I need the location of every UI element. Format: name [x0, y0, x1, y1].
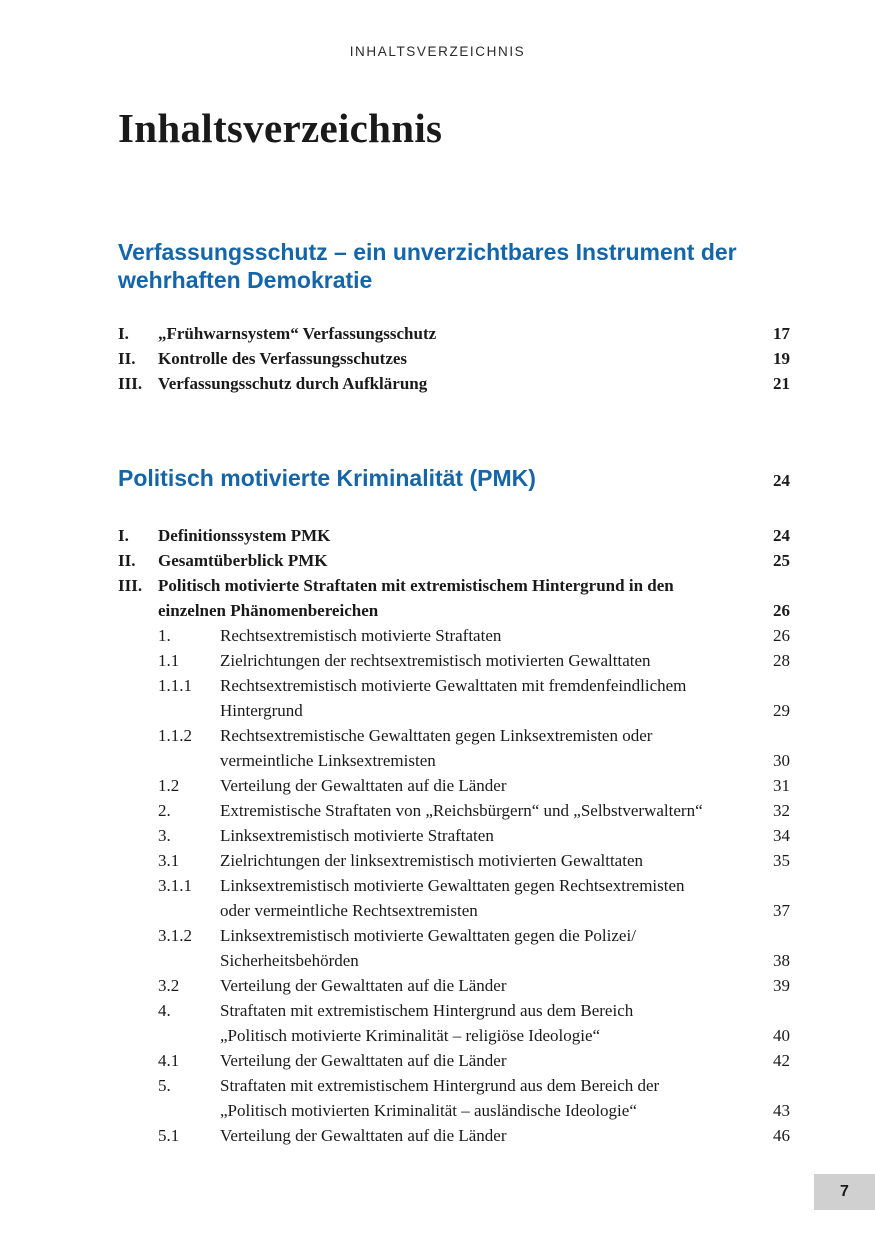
toc-entry-page: 46: [773, 1126, 790, 1145]
toc-entry-page: 30: [773, 751, 790, 770]
toc-entry-number: I.: [118, 526, 129, 545]
toc-entry-text-line: Zielrichtungen der linksextremistisch motivierten Gewalttaten: [220, 851, 643, 870]
toc-entry-number: 5.: [158, 1076, 171, 1095]
toc-entry-page: 26: [773, 626, 790, 645]
toc-entry-page: 32: [773, 801, 790, 820]
toc-entry: [118, 623, 790, 648]
toc-entry-page: 29: [773, 701, 790, 720]
toc-entry-text: [158, 573, 765, 623]
toc-entry-text: [220, 998, 765, 1048]
toc-entry: [118, 1073, 790, 1123]
page-number: 7: [840, 1183, 849, 1200]
toc-entry: [118, 1123, 790, 1148]
toc-entry-text-line: Verfassungsschutz durch Aufklärung: [158, 374, 428, 393]
toc-entry-number: III.: [118, 374, 143, 393]
section-heading-row: [118, 464, 790, 492]
toc-entry-text-line: Definitionssystem PMK: [158, 526, 331, 545]
toc-entries: [118, 523, 790, 1148]
toc-entry-number: 3.1: [158, 851, 180, 870]
toc-entry: [118, 823, 790, 848]
toc-entry-page: 42: [773, 1051, 790, 1070]
toc-entry-text-line: Linksextremistisch motivierte Straftaten: [220, 826, 494, 845]
toc-entry-text-line: Rechtsextremistisch motivierte Gewalttaten mit fremdenfeindlichem: [220, 676, 687, 695]
toc-entry-text: [158, 371, 765, 396]
toc-entry-page: 39: [773, 976, 790, 995]
toc-entry-number: 3.1.2: [158, 926, 192, 945]
running-header: INHALTSVERZEICHNIS: [349, 44, 526, 59]
toc-entry-number: 4.1: [158, 1051, 180, 1070]
toc-section: [118, 464, 790, 1148]
toc-entry-page: 26: [773, 601, 790, 620]
toc-entry-text-line: Sicherheitsbehörden: [220, 951, 359, 970]
section-heading: [118, 238, 790, 294]
toc-entry-text-line: oder vermeintliche Rechtsextremisten: [220, 901, 478, 920]
toc-entry: [118, 523, 790, 548]
toc-entry-number: 2.: [158, 801, 171, 820]
toc-entry-text: [158, 346, 765, 371]
toc-entry-text-line: Extremistische Straftaten von „Reichsbürgern“ und „Selbstverwaltern“: [220, 801, 703, 820]
page-number-footer: [814, 1174, 875, 1210]
toc-entry: [118, 648, 790, 673]
page-title: Inhaltsverzeichnis: [118, 105, 443, 151]
toc-entry: [118, 573, 790, 623]
toc-entry-page: 31: [773, 776, 790, 795]
toc-entry: [118, 773, 790, 798]
section-heading-line: Verfassungsschutz – ein unverzichtbares Instrument der: [118, 239, 737, 265]
section-heading-row: [118, 238, 790, 294]
toc-entry-text: [158, 523, 765, 548]
toc-entry-text: [220, 923, 765, 973]
toc-entry-text-line: Hintergrund: [220, 701, 303, 720]
toc-entry: [118, 673, 790, 723]
toc-entry-text-line: einzelnen Phänomenbereichen: [158, 601, 379, 620]
toc-entry-number: 4.: [158, 1001, 171, 1020]
toc-entry-page: 28: [773, 651, 790, 670]
toc-entry-page: 37: [773, 901, 790, 920]
toc-entry: [118, 723, 790, 773]
toc-entry: [118, 923, 790, 973]
toc-entry-text: [158, 321, 765, 346]
page-content: [118, 0, 790, 1148]
toc-entry-text: [220, 1073, 765, 1123]
toc-entry-page: 35: [773, 851, 790, 870]
toc-entry: [118, 346, 790, 371]
toc-entries: [118, 321, 790, 396]
toc-entry-text-line: Straftaten mit extremistischem Hintergrund aus dem Bereich: [220, 1001, 634, 1020]
toc-entry: [118, 798, 790, 823]
toc-entry-text: [220, 1048, 765, 1073]
toc-entry-page: 40: [773, 1026, 790, 1045]
section-heading-line: Politisch motivierte Kriminalität (PMK): [118, 465, 536, 491]
toc-entry: [118, 1048, 790, 1073]
toc-entry-text-line: Gesamtüberblick PMK: [158, 551, 328, 570]
toc-entry-number: 1.1.1: [158, 676, 192, 695]
toc-entry-text: [220, 1123, 765, 1148]
toc-entry-number: 3.1.1: [158, 876, 192, 895]
toc-entry-text: [220, 973, 765, 998]
toc-section: [118, 238, 790, 396]
section-heading: [118, 464, 761, 492]
toc-entry: [118, 548, 790, 573]
toc-entry: [118, 848, 790, 873]
toc-entry-text-line: Verteilung der Gewalttaten auf die Länder: [220, 1126, 507, 1145]
toc-entry-text-line: „Frühwarnsystem“ Verfassungsschutz: [158, 324, 437, 343]
toc-entry-number: 5.1: [158, 1126, 180, 1145]
toc-entry-text-line: „Politisch motivierten Kriminalität – ausländische Ideologie“: [220, 1101, 637, 1120]
toc-entry-number: 1.1.2: [158, 726, 192, 745]
toc-entry-text: [158, 548, 765, 573]
toc-entry: [118, 998, 790, 1048]
table-of-contents: [118, 238, 790, 1148]
toc-entry-page: 17: [773, 324, 790, 343]
toc-entry-text: [220, 773, 765, 798]
toc-entry: [118, 973, 790, 998]
toc-entry-number: II.: [118, 349, 136, 368]
toc-entry-number: 1.: [158, 626, 171, 645]
toc-entry-text-line: Linksextremistisch motivierte Gewalttaten gegen Rechtsextremisten: [220, 876, 685, 895]
toc-entry-number: 1.2: [158, 776, 180, 795]
section-heading-line: wehrhaften Demokratie: [118, 267, 373, 293]
toc-entry-page: 38: [773, 951, 790, 970]
toc-entry-text: [220, 798, 765, 823]
toc-entry-number: I.: [118, 324, 129, 343]
toc-entry-page: 24: [773, 526, 790, 545]
toc-entry: [118, 321, 790, 346]
toc-entry-text: [220, 873, 765, 923]
toc-entry-text: [220, 723, 765, 773]
toc-entry-text-line: Verteilung der Gewalttaten auf die Länder: [220, 1051, 507, 1070]
toc-entry-page: 25: [773, 551, 790, 570]
toc-entry-page: 43: [773, 1101, 790, 1120]
toc-entry-text-line: Rechtsextremistisch motivierte Straftaten: [220, 626, 502, 645]
section-page-number: 24: [773, 471, 790, 490]
toc-entry-number: 3.: [158, 826, 171, 845]
toc-entry-text-line: Straftaten mit extremistischem Hintergrund aus dem Bereich der: [220, 1076, 660, 1095]
toc-entry-number: II.: [118, 551, 136, 570]
toc-entry: [118, 873, 790, 923]
toc-entry-number: 1.1: [158, 651, 180, 670]
toc-entry-text-line: Verteilung der Gewalttaten auf die Länder: [220, 976, 507, 995]
toc-entry-text-line: Politisch motivierte Straftaten mit extremistischem Hintergrund in den: [158, 576, 674, 595]
toc-entry-text-line: Linksextremistisch motivierte Gewalttaten gegen die Polizei/: [220, 926, 636, 945]
toc-entry-text: [220, 673, 765, 723]
toc-entry-text-line: vermeintliche Linksextremisten: [220, 751, 436, 770]
toc-entry-text-line: Kontrolle des Verfassungsschutzes: [158, 349, 408, 368]
toc-entry-text-line: Rechtsextremistische Gewalttaten gegen Linksextremisten oder: [220, 726, 653, 745]
toc-entry-text-line: „Politisch motivierte Kriminalität – religiöse Ideologie“: [220, 1026, 601, 1045]
toc-entry-number: 3.2: [158, 976, 180, 995]
toc-entry: [118, 371, 790, 396]
toc-entry-text: [220, 648, 765, 673]
toc-entry-text-line: Zielrichtungen der rechtsextremistisch motivierten Gewalttaten: [220, 651, 651, 670]
toc-entry-page: 34: [773, 826, 790, 845]
toc-entry-text: [220, 823, 765, 848]
toc-entry-text-line: Verteilung der Gewalttaten auf die Länder: [220, 776, 507, 795]
toc-entry-page: 21: [773, 374, 790, 393]
toc-entry-text: [220, 623, 765, 648]
toc-entry-text: [220, 848, 765, 873]
toc-entry-number: III.: [118, 576, 143, 595]
toc-entry-page: 19: [773, 349, 790, 368]
